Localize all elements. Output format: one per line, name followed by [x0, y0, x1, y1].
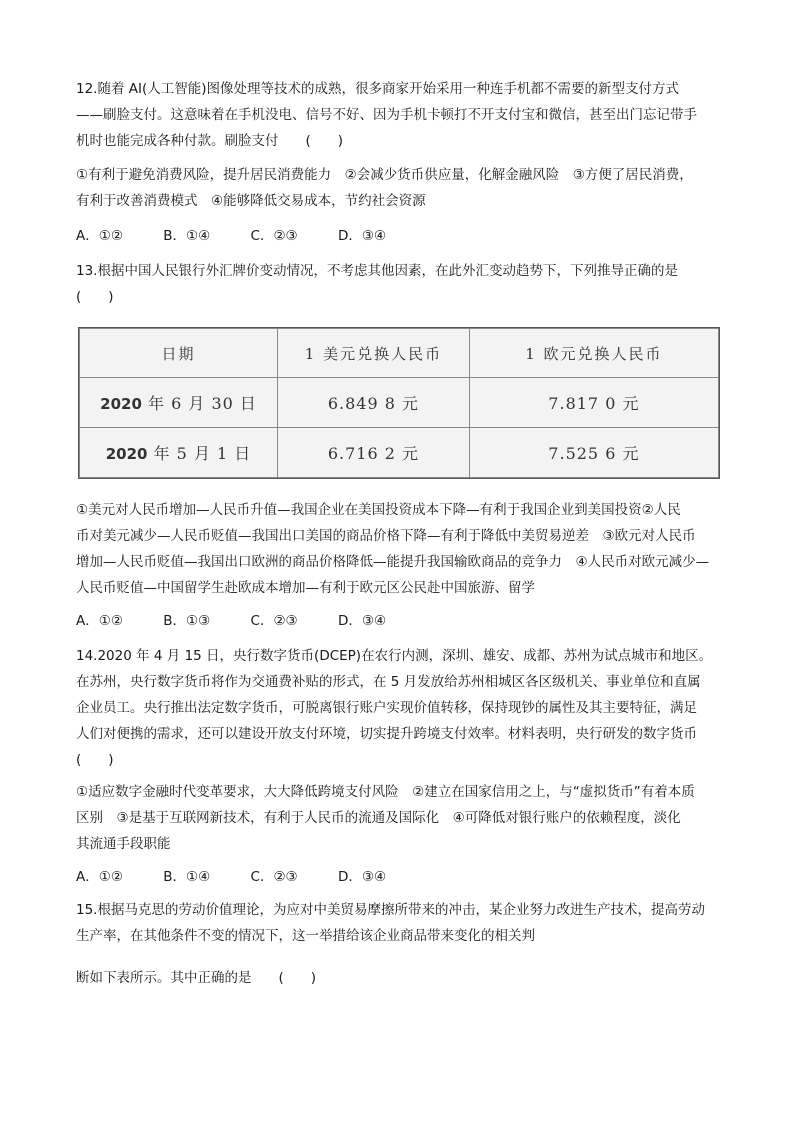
date-rest-text: 年 6 月 30 日 [148, 394, 257, 413]
q13-stem-line: ( ) [76, 289, 114, 305]
date-cell [80, 428, 278, 478]
header-date: 日期 [80, 329, 278, 378]
q14-stem-line: 企业员工。央行推出法定数字货币，可脱离银行账户实现价值转移，保持现钞的属性及其主要特征，满足 [76, 700, 697, 716]
q12-stem-line: 机时也能完成各种付款。刷脸支付 ( ) [76, 133, 344, 149]
q13-stem-line: 13.根据中国人民银行外汇牌价变动情况，不考虑其他因素，在此外汇变动趋势下，下列推导正确的是 [76, 263, 678, 279]
q12-statement-line: ①有利于避免消费风险，提升居民消费能力 ②会减少货币供应量，化解金融风险 ③方便了居民消费， [76, 167, 693, 183]
q14-statement-line: 区别 ③是基于互联网新技术，有利于人民币的流通及国际化 ④可降低对银行账户的依赖程度，淡化 [76, 810, 681, 826]
q14-option-d[interactable]: D．③④ [337, 869, 387, 885]
exchange-rate-table [78, 327, 720, 479]
table-row [80, 428, 719, 478]
year-text: 2020 [105, 445, 148, 463]
q15-stem [76, 897, 726, 949]
q14-stem-line: ( ) [76, 752, 114, 768]
q14-stem [76, 643, 726, 773]
q14-stem-line: 在苏州，央行数字货币将作为交通费补贴的形式，在 5 月发放给苏州相城区各区级机关、事业单位和直属 [76, 674, 701, 690]
q14-option-b[interactable]: B．①④ [163, 869, 211, 885]
table-header-row [80, 329, 719, 378]
q12-options [76, 226, 386, 246]
usd-cell: 6.716 2 元 [278, 428, 470, 478]
q13-option-d[interactable]: D．③④ [337, 613, 387, 629]
q12-statement-line: 有利于改善消费模式 ④能够降低交易成本，节约社会资源 [76, 193, 426, 209]
q13-statement-line: 币对美元减少—人民币贬值—我国出口美国的商品价格下降—有利于降低中美贸易逆差 ③欧元对人民币 [76, 528, 696, 544]
q14-statement-line: ①适应数字金融时代变革要求，大大降低跨境支付风险 ②建立在国家信用之上，与“虚拟货币”有着本质 [76, 784, 695, 800]
q13-option-b[interactable]: B．①③ [163, 613, 211, 629]
date-rest-text: 年 5 月 1 日 [153, 444, 252, 463]
q14-stem-line: 14.2020 年 4 月 15 日，央行数字货币(DCEP)在农行内测，深圳、雄安、成都、苏州为试点城市和地区。 [76, 648, 713, 664]
q13-statement-line: ①美元对人民币增加—人民币升值—我国企业在美国投资成本下降—有利于我国企业到美国投资②人民 [76, 502, 681, 518]
q14-option-a[interactable]: A．①② [76, 869, 123, 885]
exchange-rate-grid [79, 328, 719, 478]
q13-options [76, 611, 386, 631]
q15-tail [76, 965, 726, 991]
q13-option-a[interactable]: A．①② [76, 613, 123, 629]
q14-statements [76, 779, 726, 857]
q13-statement-line: 增加—人民币贬值—我国出口欧洲的商品价格降低—能提升我国输欧商品的竞争力 ④人民币对欧元减少— [76, 554, 710, 570]
date-cell [80, 378, 278, 428]
q15-stem-line: 生产率，在其他条件不变的情况下，这一举措给该企业商品带来变化的相关判 [76, 928, 535, 944]
q14-options [76, 867, 386, 887]
q12-option-a[interactable]: A．①② [76, 228, 123, 244]
q12-option-b[interactable]: B．①④ [163, 228, 211, 244]
q14-stem-line: 人们对便携的需求，还可以建设开放支付环境，切实提升跨境支付效率。材料表明，央行研发的数字货币 [76, 726, 697, 742]
table-row [80, 378, 719, 428]
eur-cell: 7.525 6 元 [469, 428, 718, 478]
q15-tail-line: 断如下表所示。其中正确的是 ( ) [76, 970, 317, 986]
q13-option-c[interactable]: C．②③ [250, 613, 298, 629]
q12-stem-line: 12.随着 AI(人工智能)图像处理等技术的成熟，很多商家开始采用一种连手机都不需要的新型支付方式 [76, 81, 680, 97]
q12-stem [76, 76, 726, 154]
q14-option-c[interactable]: C．②③ [250, 869, 298, 885]
q12-option-c[interactable]: C．②③ [250, 228, 298, 244]
q14-statement-line: 其流通手段职能 [76, 836, 171, 852]
q12-option-d[interactable]: D．③④ [337, 228, 387, 244]
q13-statement-line: 人民币贬值—中国留学生赴欧成本增加—有利于欧元区公民赴中国旅游、留学 [76, 580, 535, 596]
eur-cell: 7.817 0 元 [469, 378, 718, 428]
q13-statements [76, 497, 726, 601]
header-eur: 1 欧元兑换人民币 [469, 329, 718, 378]
q12-stem-line: ——刷脸支付。这意味着在手机没电、信号不好、因为手机卡顿打不开支付宝和微信，甚至出门忘记带手 [76, 107, 697, 123]
year-text: 2020 [100, 395, 142, 413]
q15-stem-line: 15.根据马克思的劳动价值理论，为应对中美贸易摩擦所带来的冲击，某企业努力改进生产技术，提高劳动 [76, 902, 705, 918]
header-usd: 1 美元兑换人民币 [278, 329, 470, 378]
q12-statements [76, 162, 726, 214]
q13-stem [76, 258, 726, 310]
usd-cell: 6.849 8 元 [278, 378, 470, 428]
